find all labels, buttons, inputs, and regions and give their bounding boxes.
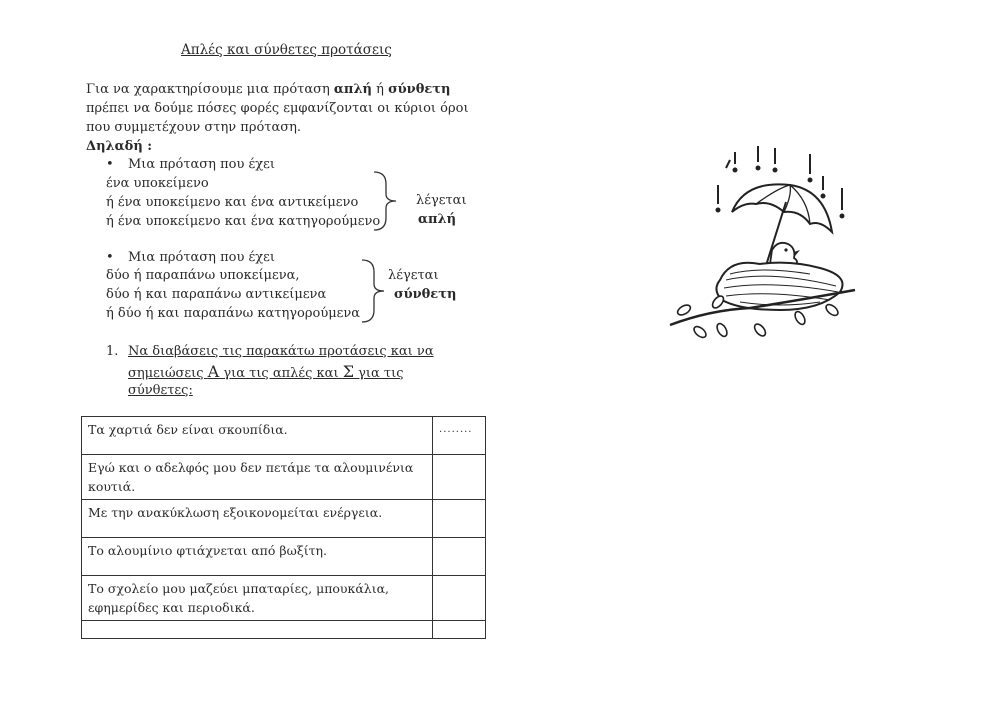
simple-rule-item: ένα υποκείμενο: [106, 176, 209, 191]
simple-rule-head: [106, 157, 275, 172]
or-text: ή: [372, 82, 389, 97]
task-line-3: σύνθετες:: [128, 383, 193, 398]
answer-cell[interactable]: ........: [433, 417, 486, 455]
compound-rule-item: δύο ή παραπάνω υποκείμενα,: [106, 268, 300, 283]
exercise-table: [81, 416, 486, 639]
letter-s: Σ: [342, 362, 355, 381]
table-row: [82, 538, 486, 576]
page-title: Απλές και σύνθετες προτάσεις: [181, 42, 392, 58]
simple-result-label: απλή: [418, 212, 457, 227]
simple-brace-icon: [372, 170, 402, 232]
compound-result-label: σύνθετη: [394, 287, 457, 302]
sentence-cell: Τα χαρτιά δεν είναι σκουπίδια.: [82, 417, 433, 455]
sentence-cell: [82, 621, 433, 639]
compound-brace-icon: [360, 258, 390, 324]
intro-line-2: πρέπει να δούμε πόσες φορές εμφανίζονται οι κύριοι όροι: [86, 101, 469, 116]
task-line-2-mid: για τις απλές και: [219, 366, 343, 381]
namely-label: Δηλαδή :: [86, 139, 153, 154]
compound-rule-item: δύο ή και παραπάνω αντικείμενα: [106, 287, 327, 302]
letter-a: Α: [207, 362, 220, 381]
table-row: [82, 455, 486, 500]
table-row: [82, 500, 486, 538]
simple-term: απλή: [333, 82, 373, 97]
table-row: [82, 621, 486, 639]
sentence-cell: Το σχολείο μου μαζεύει μπαταρίες, μπουκάλια, εφημερίδες και περιοδικά.: [82, 576, 433, 621]
intro-text: Για να χαρακτηρίσουμε μια πρόταση: [86, 82, 334, 97]
table-row: [82, 576, 486, 621]
intro-line-3: που συμμετέχουν στην πρόταση.: [86, 120, 302, 135]
bullet-icon: •: [106, 250, 114, 265]
answer-cell[interactable]: [433, 500, 486, 538]
answer-cell[interactable]: [433, 455, 486, 500]
task-number: 1.: [106, 344, 119, 359]
sentence-cell: Με την ανακύκλωση εξοικονομείται ενέργεια.: [82, 500, 433, 538]
compound-rule-head-text: Μια πρόταση που έχει: [128, 250, 275, 265]
simple-rule-head-text: Μια πρόταση που έχει: [128, 157, 275, 172]
table-row: [82, 417, 486, 455]
answer-cell[interactable]: [433, 576, 486, 621]
task-line-2-post: για τις: [354, 366, 404, 381]
simple-rule-item: ή ένα υποκείμενο και ένα κατηγορούμενο: [106, 214, 381, 229]
sentence-cell: Το αλουμίνιο φτιάχνεται από βωξίτη.: [82, 538, 433, 576]
answer-cell[interactable]: [433, 621, 486, 639]
simple-called-label: λέγεται: [416, 193, 467, 208]
answer-cell[interactable]: [433, 538, 486, 576]
bird-under-umbrella-icon: [660, 140, 860, 350]
bullet-icon: •: [106, 157, 114, 172]
compound-rule-item: ή δύο ή και παραπάνω κατηγορούμενα: [106, 306, 361, 321]
sentence-cell: Εγώ και ο αδελφός μου δεν πετάμε τα αλουμινένια κουτιά.: [82, 455, 433, 500]
compound-called-label: λέγεται: [388, 268, 439, 283]
task-line-1-text: Να διαβάσεις τις παρακάτω προτάσεις και να: [128, 344, 434, 359]
simple-rule-item: ή ένα υποκείμενο και ένα αντικείμενο: [106, 195, 359, 210]
compound-rule-head: [106, 250, 275, 265]
compound-term: σύνθετη: [388, 82, 451, 97]
task-line-2: [128, 362, 404, 383]
intro-line-1: [86, 82, 450, 97]
task-line-2-pre: σημειώσεις: [128, 366, 208, 381]
task-line-1: [106, 342, 434, 361]
